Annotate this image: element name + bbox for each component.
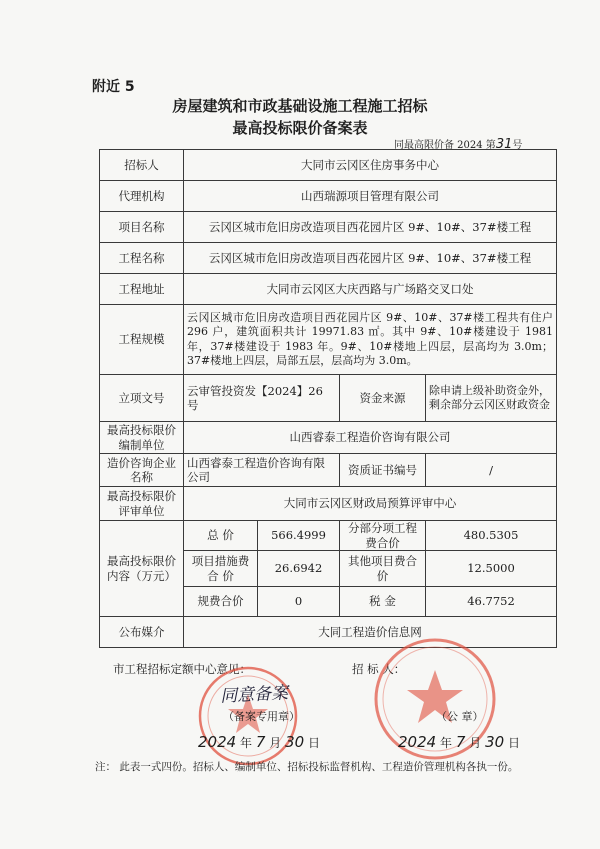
right-date-month-unit: 月 xyxy=(469,736,482,750)
reviewer-value: 大同市云冈区财政局预算评审中心 xyxy=(184,487,557,521)
tax-value: 46.7752 xyxy=(426,587,557,617)
left-date-month: 7 xyxy=(255,733,266,751)
total-price-label: 总 价 xyxy=(184,521,258,551)
title-line-1: 房屋建筑和市政基础设施工程施工招标 xyxy=(172,97,428,115)
attachment-label: 附近 5 xyxy=(92,79,135,95)
media-label: 公布媒介 xyxy=(100,617,184,648)
engineering-name-value: 云冈区城市危旧房改造项目西花园片区 9#、10#、37#楼工程 xyxy=(184,243,557,274)
compiler-value: 山西睿泰工程造价咨询有限公司 xyxy=(184,422,557,454)
right-date-year: 2024 xyxy=(398,733,437,751)
approval-value: 云审管投资发【2024】26 号 xyxy=(184,375,340,422)
left-date-day-unit: 日 xyxy=(308,736,321,750)
right-date-month: 7 xyxy=(455,733,466,751)
project-name-label: 项目名称 xyxy=(100,212,184,243)
project-name-value: 云冈区城市危旧房改造项目西花园片区 9#、10#、37#楼工程 xyxy=(184,212,557,243)
compiler-label: 最高投标限价编制单位 xyxy=(100,422,184,454)
media-value: 大同工程造价信息网 xyxy=(184,617,557,648)
subitem-fee-value: 480.5305 xyxy=(426,521,557,551)
right-date xyxy=(398,733,520,751)
scale-value: 云冈区城市危旧房改造项目西花园片区 9#、10#、37#楼工程共有住户 296 户，建筑面积共计 19971.83 ㎡。其中 9#、10#楼建设于 1981 年，37#楼建设于 1983 年。9#、10#楼地上四层，层高均为 3.0m；37#楼地上四层，局部五层，层高均为 3.0m。 xyxy=(184,305,557,375)
left-date-day: 30 xyxy=(285,733,305,751)
right-date-year-unit: 年 xyxy=(440,736,453,750)
agency-label: 代理机构 xyxy=(100,181,184,212)
cert-label: 资质证书编号 xyxy=(340,454,426,487)
approval-label: 立项文号 xyxy=(100,375,184,422)
fund-source-label: 资金来源 xyxy=(340,375,426,422)
measure-fee-label: 项目措施费合 价 xyxy=(184,551,258,587)
consult-label: 造价咨询企业名称 xyxy=(100,454,184,487)
tenderer-value: 大同市云冈区住房事务中心 xyxy=(184,150,557,181)
left-date-month-unit: 月 xyxy=(269,736,282,750)
tenderer-sign-label: 招 标 人： xyxy=(352,662,406,676)
fund-source-value: 除申请上级补助资金外，剩余部分云冈区财政资金 xyxy=(426,375,557,422)
address-label: 工程地址 xyxy=(100,274,184,305)
quota-center-opinion: 市工程招标定额中心意见： xyxy=(113,662,251,676)
doc-number-suffix: 号 xyxy=(512,140,523,151)
official-seal-label: （公 章） xyxy=(436,710,484,723)
filing-stamp-label: （备案专用章） xyxy=(223,710,300,723)
scale-label: 工程规模 xyxy=(100,305,184,375)
filing-table xyxy=(99,149,557,648)
approval-handwriting: 同意备案 xyxy=(219,683,289,707)
subitem-fee-label: 分部分项工程费合价 xyxy=(340,521,426,551)
other-fee-value: 12.5000 xyxy=(426,551,557,587)
statutory-fee-value: 0 xyxy=(258,587,340,617)
doc-number-prefix: 同最高限价备 2024 第 xyxy=(394,140,496,151)
price-label: 最高投标限价内容（万元） xyxy=(100,521,184,617)
total-price-value: 566.4999 xyxy=(258,521,340,551)
tenderer-label: 招标人 xyxy=(100,150,184,181)
footnote: 注： 此表一式四份。招标人、编制单位、招标投标监督机构、工程造价管理机构各执一份。 xyxy=(95,761,519,773)
consult-value: 山西睿泰工程造价咨询有限公司 xyxy=(184,454,340,487)
measure-fee-value: 26.6942 xyxy=(258,551,340,587)
agency-value: 山西瑞源项目管理有限公司 xyxy=(184,181,557,212)
engineering-name-label: 工程名称 xyxy=(100,243,184,274)
other-fee-label: 其他项目费合价 xyxy=(340,551,426,587)
right-date-day: 30 xyxy=(485,733,505,751)
tax-label: 税 金 xyxy=(340,587,426,617)
cert-value: / xyxy=(426,454,557,487)
left-date-year: 2024 xyxy=(198,733,237,751)
statutory-fee-label: 规费合价 xyxy=(184,587,258,617)
address-value: 大同市云冈区大庆西路与广场路交叉口处 xyxy=(184,274,557,305)
reviewer-label: 最高投标限价评审单位 xyxy=(100,487,184,521)
right-date-day-unit: 日 xyxy=(508,736,521,750)
left-date-year-unit: 年 xyxy=(240,736,253,750)
left-date xyxy=(198,733,320,751)
doc-number-value: 31 xyxy=(495,137,513,152)
title-line-2: 最高投标限价备案表 xyxy=(232,119,368,137)
